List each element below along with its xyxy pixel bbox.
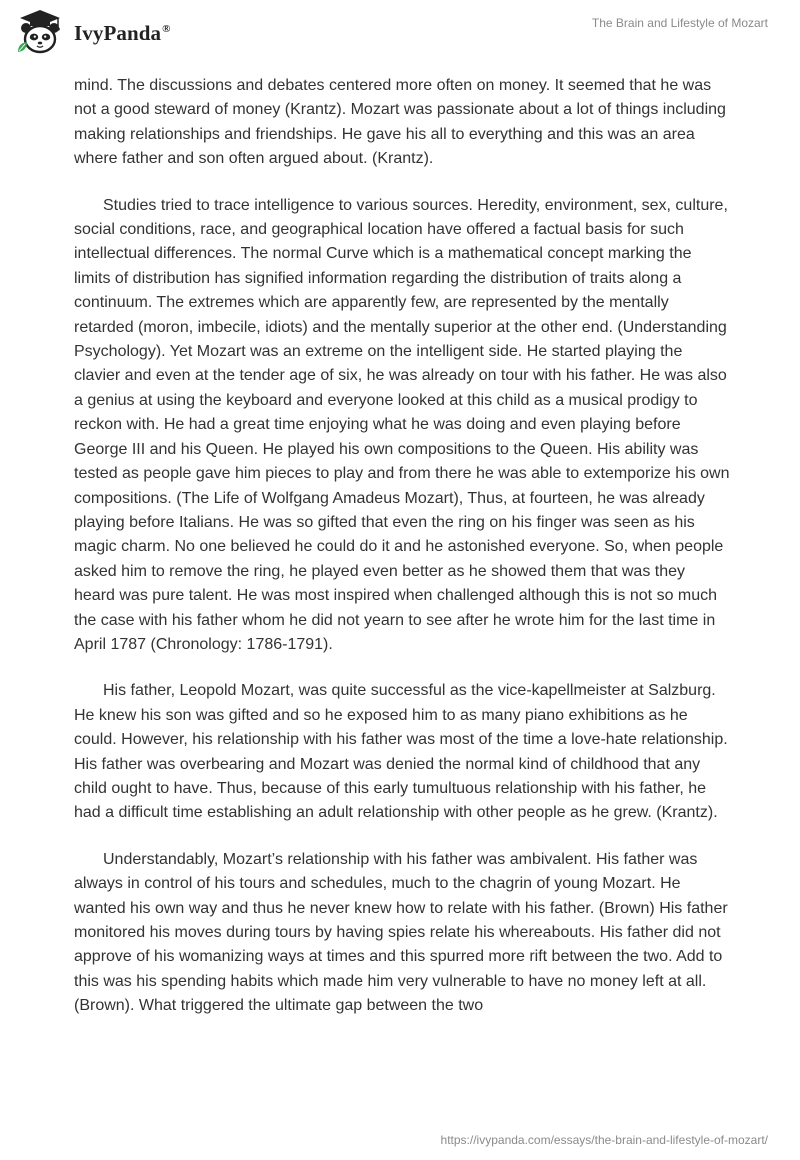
page-header <box>0 0 800 64</box>
panda-graduate-icon <box>14 8 66 56</box>
brand-name: IvyPanda® <box>74 20 171 45</box>
document-title: The Brain and Lifestyle of Mozart <box>591 16 768 30</box>
paragraph-1: mind. The discussions and debates centered more often on money. It seemed that he was not a good steward of money (Krantz). Mozart was passionate about a lot of things including making relationships and friendships. He gave his all to everything and this was an area where father and son often argued about. (Krantz). <box>74 77 726 168</box>
paragraph-2: Studies tried to trace intelligence to various sources. Heredity, environment, sex, culture, social conditions, race, and geographical location have offered a factual basis for such intellectual differences. The normal Curve which is a mathematical concept marking the limits of distribution has signified information regarding the distribution of traits along a continuum. The extremes which are apparently few, are represented by the mentally retarded (moron, imbecile, idiots) and the mentally superior at the other end. (Understanding Psychology). Yet Mozart was an extreme on the intelligent side. He started playing the clavier and even at the tender age of six, he was already on tour with his father. He was also a genius at using the keyboard and everyone looked at this child as a musical prodigy to reckon with. He had a great time enjoying what he was doing and even playing before George III and his Queen. He played his own compositions to the Queen. His ability was tested as people gave him pieces to play and from there he was able to extemporize his own compositions. (The Life of Wolfgang Amadeus Mozart), Thus, at fourteen, he was already playing before Italians. He was so gifted that even the ring on his finger was seen as his magic charm. No one believed he could do it and he astonished everyone. So, when people asked him to remove the ring, he played even better as he showed them that was they heard was pure talent. He was most inspired when challenged although this is not so much the case with his father whom he did not yearn to see after he wrote him for the last time in April 1787 (Chronology: 1786-1791). <box>74 196 730 653</box>
paragraph-4: Understandably, Mozart’s relationship with his father was ambivalent. His father was always in control of his tours and schedules, much to the chagrin of young Mozart. He wanted his own way and thus he never knew how to relate with his father. (Brown) His father monitored his moves during tours by having spies relate his whereabouts. His father did not approve of his womanizing ways at times and this spurred more rift between the two. Add to this was his spending habits which made him very vulnerable to have no money left at all. (Brown). What triggered the ultimate gap between the two <box>74 850 728 1015</box>
ivypanda-logo[interactable] <box>14 8 171 56</box>
registered-mark: ® <box>162 22 171 35</box>
paragraph-3: His father, Leopold Mozart, was quite successful as the vice-kapellmeister at Salzburg. He knew his son was gifted and so he exposed him to as many piano exhibitions as he could. However, his relationship with his father was most of the time a love-hate relationship. His father was overbearing and Mozart was denied the normal kind of childhood that any child ought to have. Thus, because of this early tumultuous relationship with his father, he had a difficult time establishing an adult relationship with other people as he grew. (Krantz). <box>74 682 728 822</box>
essay-body <box>74 74 730 1041</box>
source-url[interactable]: https://ivypanda.com/essays/the-brain-and-lifestyle-of-mozart/ <box>440 1133 768 1147</box>
